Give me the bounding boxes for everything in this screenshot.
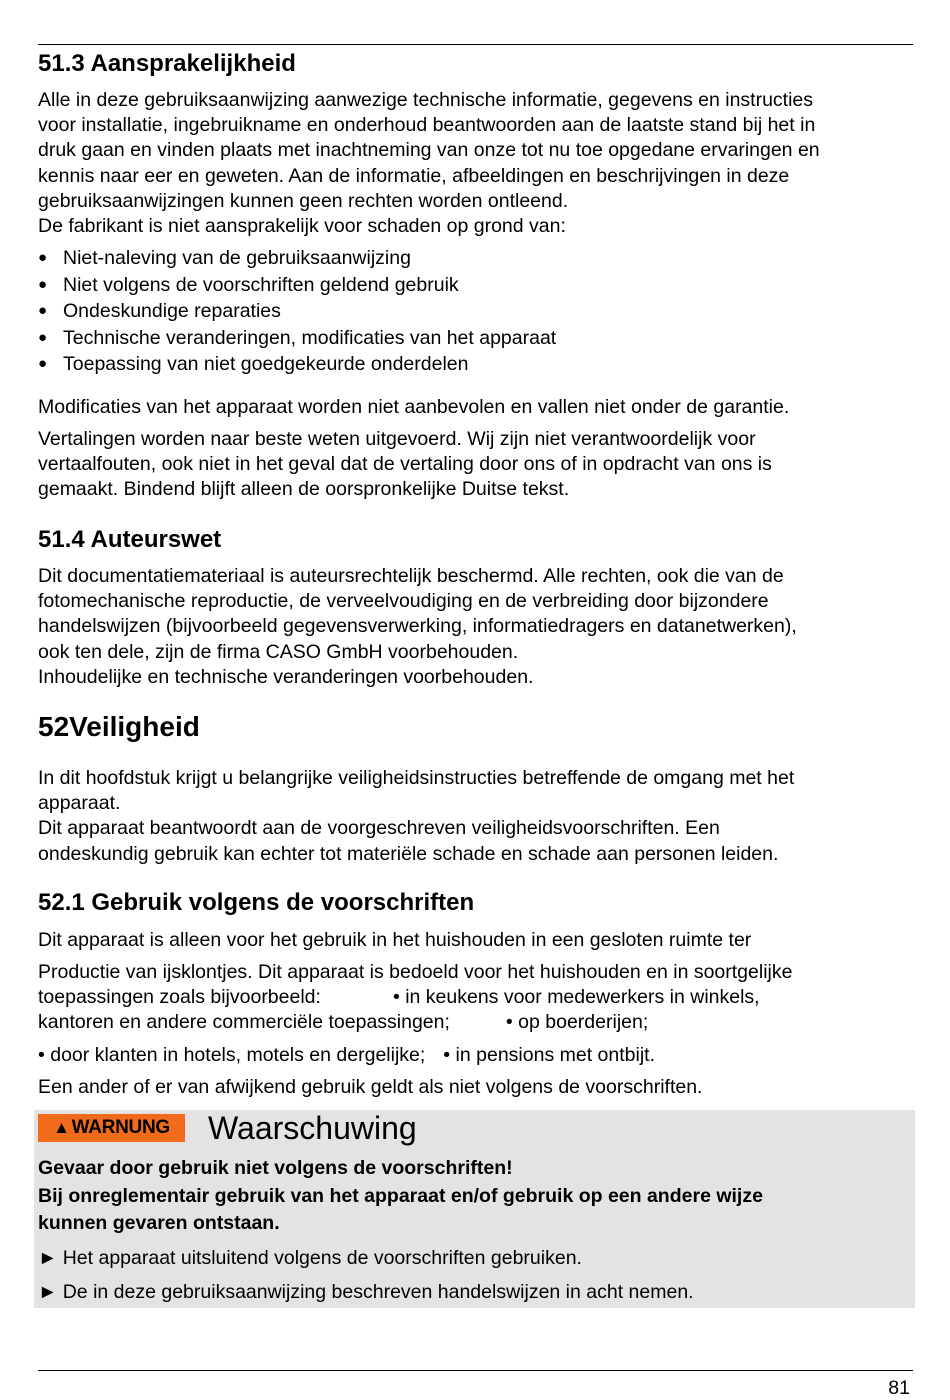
paragraph-intended-use-4: Een ander of er van afwijkend gebruik geldt als niet volgens de voorschriften.: [38, 1076, 703, 1098]
warning-badge-label: WARNUNG: [71, 1117, 170, 1138]
text-line: vertaalfouten, ook niet in het geval dat de vertaling door ons of in opdracht van ons is: [38, 453, 772, 476]
text-line: druk gaan en vinden plaats met inachtneming van onze tot nu toe opgedane ervaringen en: [38, 139, 820, 162]
text-line: Dit apparaat beantwoordt aan de voorgeschreven veiligheidsvoorschriften. Een: [38, 817, 720, 840]
liability-bullet-list: [38, 245, 556, 378]
text-line: toepassingen zoals bijvoorbeeld: • in keukens voor medewerkers in winkels,: [38, 986, 760, 1009]
text-line: kantoren en andere commerciële toepassingen; • op boerderijen;: [38, 1011, 649, 1034]
text-line: voor installatie, ingebruikname en onderhoud beantwoorden aan de laatste stand bij het in: [38, 114, 816, 137]
text-line: handelswijzen (bijvoorbeeld gegevensverwerking, informatiedragers en datanetwerken),: [38, 615, 797, 638]
bullet-icon: ●: [38, 302, 48, 319]
list-item: ● Niet-naleving van de gebruiksaanwijzing: [38, 245, 556, 272]
text-line: kennis naar eer en geweten. Aan de informatie, afbeeldingen en beschrijvingen in deze: [38, 164, 790, 187]
warning-triangle-icon: ▲: [53, 1118, 70, 1137]
text-line: ondeskundig gebruik kan echter tot materiële schade en schade aan personen leiden.: [38, 842, 779, 865]
top-rule: [38, 44, 913, 45]
text-line: Alle in deze gebruiksaanwijzing aanwezige technische informatie, gegevens en instructies: [38, 89, 814, 111]
heading-52: 52Veiligheid: [38, 711, 200, 742]
heading-52-1: 52.1 Gebruik volgens de voorschriften: [38, 889, 475, 916]
warning-title: Waarschuwing: [208, 1110, 417, 1146]
paragraph-copyright: [38, 564, 918, 690]
text-line: ook ten dele, zijn de firma CASO GmbH voorbehouden.: [38, 640, 519, 663]
text-line: Vertalingen worden naar beste weten uitgevoerd. Wij zijn niet verantwoordelijk voor: [38, 428, 756, 450]
paragraph-intended-use-3: • door klanten in hotels, motels en dergelijke; • in pensions met ontbijt.: [38, 1044, 655, 1066]
text-line: gemaakt. Bindend blijft alleen de oorspronkelijke Duitse tekst.: [38, 478, 570, 501]
paragraph-liability: [38, 88, 918, 239]
text-line: Inhoudelijke en technische veranderingen voorbehouden.: [38, 665, 534, 688]
text-line: fotomechanische reproductie, de verveelvoudiging en de verbreiding door bijzondere: [38, 590, 769, 613]
paragraph-modifications: Modificaties van het apparaat worden niet aanbevolen en vallen niet onder de garantie.: [38, 396, 790, 418]
bullet-icon: ●: [38, 355, 48, 372]
paragraph-intended-use-1: Dit apparaat is alleen voor het gebruik in het huishouden in een gesloten ruimte ter: [38, 929, 752, 951]
bullet-icon: ●: [38, 249, 48, 266]
warning-bold-text: [38, 1155, 908, 1238]
warning-instruction-1: ► Het apparaat uitsluitend volgens de voorschriften gebruiken.: [38, 1247, 582, 1269]
heading-51-4: 51.4 Auteurswet: [38, 526, 222, 553]
text-line: De fabrikant is niet aansprakelijk voor schaden op grond van:: [38, 215, 566, 238]
paragraph-intended-use-2: [38, 960, 918, 1036]
bottom-rule: [38, 1370, 913, 1371]
text-line: apparaat.: [38, 792, 121, 815]
text-line: Bij onreglementair gebruik van het apparaat en/of gebruik op een andere wijze: [38, 1184, 763, 1207]
list-item: ● Technische veranderingen, modificaties van het apparaat: [38, 325, 556, 352]
paragraph-translations: [38, 427, 918, 503]
text-line: Gevaar door gebruik niet volgens de voorschriften!: [38, 1157, 513, 1179]
bullet-icon: ●: [38, 328, 48, 346]
text-line: kunnen gevaren ontstaan.: [38, 1212, 280, 1234]
page-number: 81: [888, 1377, 910, 1399]
list-item: ● Ondeskundige reparaties: [38, 298, 556, 325]
text-line: Dit documentatiemateriaal is auteursrechtelijk beschermd. Alle rechten, ook die van de: [38, 565, 784, 587]
text-line: In dit hoofdstuk krijgt u belangrijke veiligheidsinstructies betreffende de omgang met het: [38, 767, 795, 789]
warning-badge: [38, 1114, 185, 1142]
list-item: ● Niet volgens de voorschriften geldend gebruik: [38, 272, 556, 299]
heading-51-3: 51.3 Aansprakelijkheid: [38, 50, 296, 77]
bullet-icon: ●: [38, 275, 48, 293]
text-line: gebruiksaanwijzingen kunnen geen rechten worden ontleend.: [38, 189, 569, 212]
paragraph-safety: [38, 766, 918, 867]
list-item: ● Toepassing van niet goedgekeurde onderdelen: [38, 351, 556, 378]
warning-instruction-2: ► De in deze gebruiksaanwijzing beschreven handelswijzen in acht nemen.: [38, 1281, 694, 1303]
text-line: Productie van ijsklontjes. Dit apparaat is bedoeld voor het huishouden en in soortgelijke: [38, 961, 793, 983]
